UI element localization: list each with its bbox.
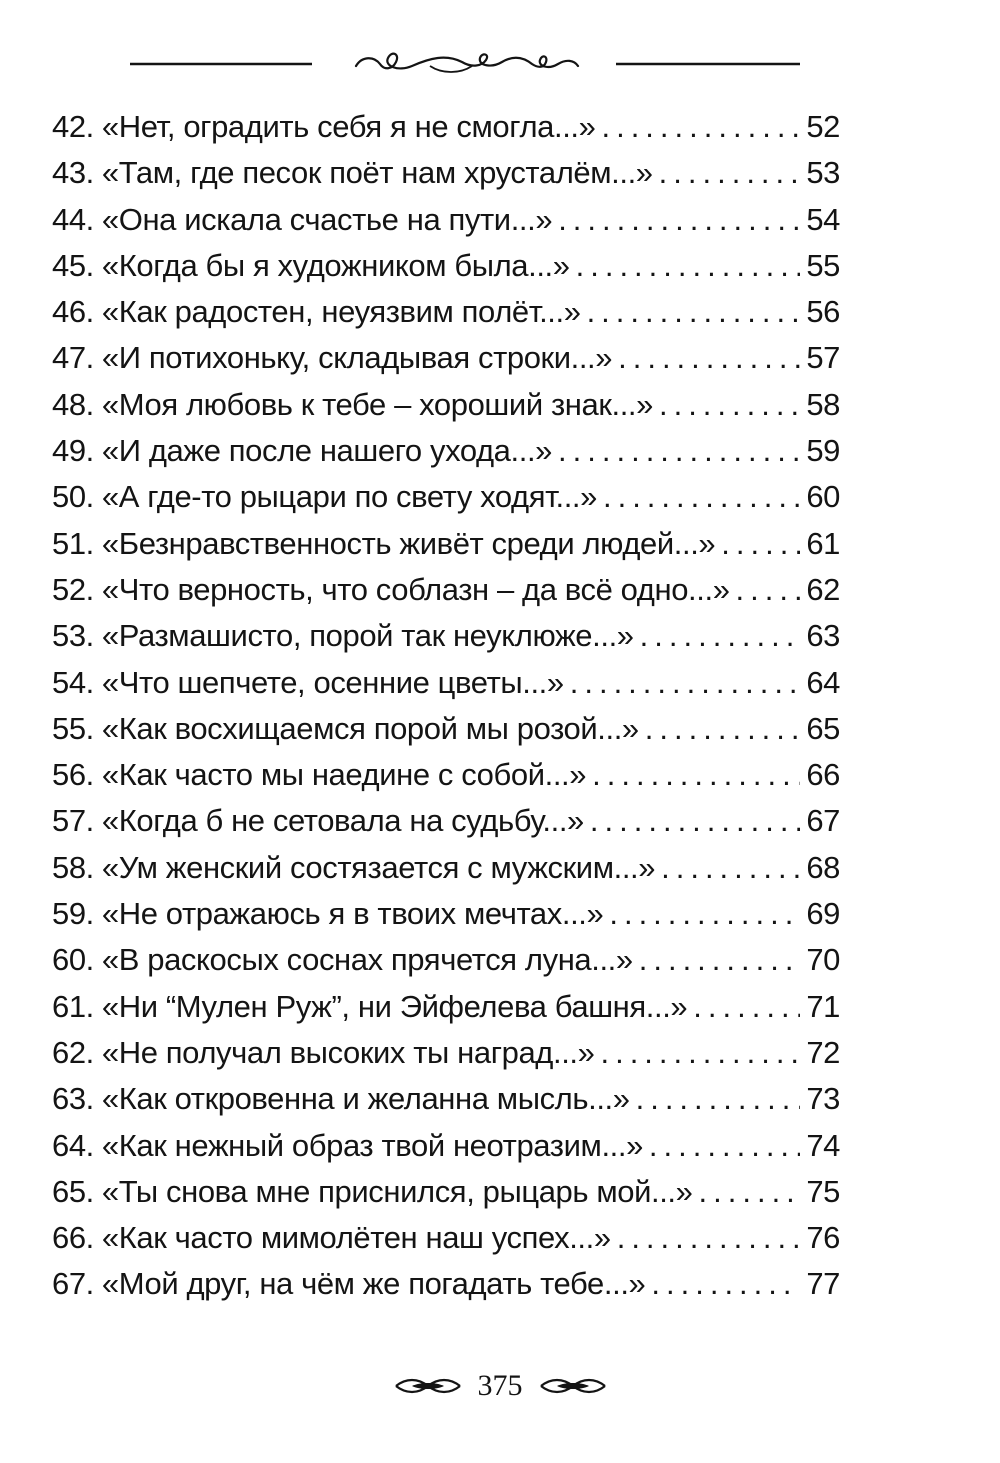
entry-number: 43.	[52, 155, 94, 191]
entry-page: 69	[806, 896, 840, 932]
flourish-divider-icon	[130, 44, 800, 84]
toc-entry	[52, 891, 840, 937]
entry-page: 66	[806, 757, 840, 793]
toc-entry	[52, 521, 840, 567]
entry-title: «И потихоньку, складывая строки...»	[101, 340, 613, 376]
toc-entry	[52, 984, 840, 1030]
entry-title: «Как радостен, неуязвим полёт...»	[101, 294, 581, 330]
toc-entry	[52, 197, 840, 243]
entry-page: 57	[806, 340, 840, 376]
entry-number: 61.	[52, 988, 94, 1024]
entry-page: 67	[806, 803, 840, 839]
dot-leader	[590, 798, 800, 844]
dot-leader	[592, 752, 800, 798]
entry-page: 73	[806, 1081, 840, 1117]
entry-number: 50.	[52, 479, 94, 515]
entry-page: 54	[806, 201, 840, 237]
entry-title: «Как часто мимолётен наш успех...»	[101, 1220, 611, 1256]
entry-title: «Как часто мы наедине с собой...»	[101, 757, 587, 793]
entry-title: «Что шепчете, осенние цветы...»	[101, 664, 564, 700]
entry-title: «Когда б не сетовала на судьбу...»	[101, 803, 584, 839]
toc-entry	[52, 613, 840, 659]
dot-leader	[640, 613, 801, 659]
dot-leader	[661, 845, 800, 891]
entry-page: 76	[806, 1220, 840, 1256]
entry-title: «Ум женский состязается с мужским...»	[101, 849, 656, 885]
entry-page: 52	[806, 109, 840, 144]
entry-number: 60.	[52, 942, 94, 978]
entry-title: «Мой друг, на чём же погадать тебе...»	[101, 1266, 646, 1302]
entry-number: 53.	[52, 618, 94, 654]
toc-entry	[52, 1215, 840, 1261]
toc-entry	[52, 243, 840, 289]
entry-page: 75	[806, 1173, 840, 1209]
entry-number: 57.	[52, 803, 94, 839]
toc-entry	[52, 1030, 840, 1076]
toc-entry	[52, 660, 840, 706]
toc-entry	[52, 937, 840, 983]
dot-leader	[659, 150, 801, 196]
entry-title: «А где-то рыцари по свету ходят...»	[101, 479, 597, 515]
toc-entry	[52, 150, 840, 196]
entry-page: 55	[806, 247, 840, 283]
dot-leader	[576, 243, 801, 289]
entry-page: 62	[806, 571, 840, 607]
dot-leader	[693, 984, 800, 1030]
entry-title: «Когда бы я художником была...»	[101, 247, 570, 283]
toc-entry	[52, 428, 840, 474]
entry-page: 61	[806, 525, 840, 561]
entry-title: «Там, где песок поёт нам хрусталём...»	[101, 155, 653, 191]
page-number: 375	[477, 1369, 523, 1402]
entry-number: 49.	[52, 433, 94, 469]
entry-number: 46.	[52, 294, 94, 330]
entry-page: 65	[806, 710, 840, 746]
entry-number: 48.	[52, 386, 94, 422]
entry-number: 58.	[52, 849, 94, 885]
entry-page: 71	[806, 988, 840, 1024]
entry-number: 56.	[52, 757, 94, 793]
entry-number: 45.	[52, 247, 94, 283]
dot-leader	[558, 197, 800, 243]
dot-leader	[600, 1030, 800, 1076]
entry-page: 53	[806, 155, 840, 191]
entry-title: «Не получал высоких ты наград...»	[101, 1034, 595, 1070]
entry-number: 55.	[52, 710, 94, 746]
dot-leader	[721, 521, 800, 567]
entry-page: 74	[806, 1127, 840, 1163]
entry-page: 68	[806, 849, 840, 885]
entry-number: 64.	[52, 1127, 94, 1163]
toc-entry	[52, 382, 840, 428]
entry-title: «Ни “Мулен Руж”, ни Эйфелева башня...»	[101, 988, 688, 1024]
dot-leader	[645, 706, 801, 752]
entry-title: «Моя любовь к тебе – хороший знак...»	[101, 386, 653, 422]
toc-entry	[52, 567, 840, 613]
toc-entry	[52, 1169, 840, 1215]
entry-title: «Она искала счастье на пути...»	[101, 201, 553, 237]
entry-page: 72	[806, 1034, 840, 1070]
dot-leader	[618, 335, 800, 381]
entry-title: «Размашисто, порой так неуклюже...»	[101, 618, 634, 654]
entry-number: 65.	[52, 1173, 94, 1209]
toc-entry	[52, 798, 840, 844]
toc-entry	[52, 1261, 840, 1307]
toc-entry	[52, 845, 840, 891]
toc-entry	[52, 104, 840, 150]
entry-title: «Как откровенна и желанна мысль...»	[101, 1081, 630, 1117]
flourish-left-icon	[392, 1374, 464, 1398]
dot-leader	[736, 567, 801, 613]
dot-leader	[636, 1076, 801, 1122]
entry-page: 64	[806, 664, 840, 700]
entry-number: 59.	[52, 896, 94, 932]
toc-entry	[52, 1076, 840, 1122]
entry-page: 59	[806, 433, 840, 469]
entry-title: «Как нежный образ твой неотразим...»	[101, 1127, 643, 1163]
toc-entry	[52, 474, 840, 520]
entry-page: 60	[806, 479, 840, 515]
toc-entry	[52, 335, 840, 381]
entry-number: 44.	[52, 201, 94, 237]
dot-leader	[587, 289, 801, 335]
entry-number: 52.	[52, 571, 94, 607]
entry-title: «И даже после нашего ухода...»	[101, 433, 553, 469]
entry-number: 66.	[52, 1220, 94, 1256]
entry-number: 63.	[52, 1081, 94, 1117]
dot-leader	[617, 1215, 801, 1261]
entry-page: 56	[806, 294, 840, 330]
dot-leader	[570, 660, 801, 706]
dot-leader	[639, 937, 801, 983]
dot-leader	[651, 1261, 800, 1307]
entry-number: 51.	[52, 525, 94, 561]
entry-title: «Безнравственность живёт среди людей...»	[101, 525, 716, 561]
entry-title: «Как восхищаемся порой мы розой...»	[101, 710, 639, 746]
page-footer	[0, 1362, 1000, 1410]
toc-entry	[52, 752, 840, 798]
dot-leader	[601, 104, 800, 150]
toc-entry	[52, 1123, 840, 1169]
entry-title: «Не отражаюсь я в твоих мечтах...»	[101, 896, 604, 932]
entry-number: 67.	[52, 1266, 94, 1302]
entry-title: «Нет, оградить себя я не смогла...»	[101, 109, 596, 144]
entry-page: 58	[806, 386, 840, 422]
dot-leader	[558, 428, 800, 474]
toc-entry	[52, 289, 840, 335]
entry-page: 63	[806, 618, 840, 654]
dot-leader	[699, 1169, 801, 1215]
entry-title: «Что верность, что соблазн – да всё одно...»	[101, 571, 730, 607]
entry-page: 70	[806, 942, 840, 978]
dot-leader	[603, 474, 800, 520]
entry-title: «В раскосых соснах прячется луна...»	[101, 942, 633, 978]
entry-number: 62.	[52, 1034, 94, 1070]
entry-number: 42.	[52, 109, 94, 144]
dot-leader	[649, 1123, 800, 1169]
dot-leader	[659, 382, 800, 428]
flourish-right-icon	[537, 1374, 609, 1398]
entry-page: 77	[806, 1266, 840, 1302]
entry-title: «Ты снова мне приснился, рыцарь мой...»	[101, 1173, 693, 1209]
table-of-contents	[52, 104, 840, 1308]
entry-number: 54.	[52, 664, 94, 700]
entry-number: 47.	[52, 340, 94, 376]
toc-entry	[52, 706, 840, 752]
dot-leader	[609, 891, 800, 937]
